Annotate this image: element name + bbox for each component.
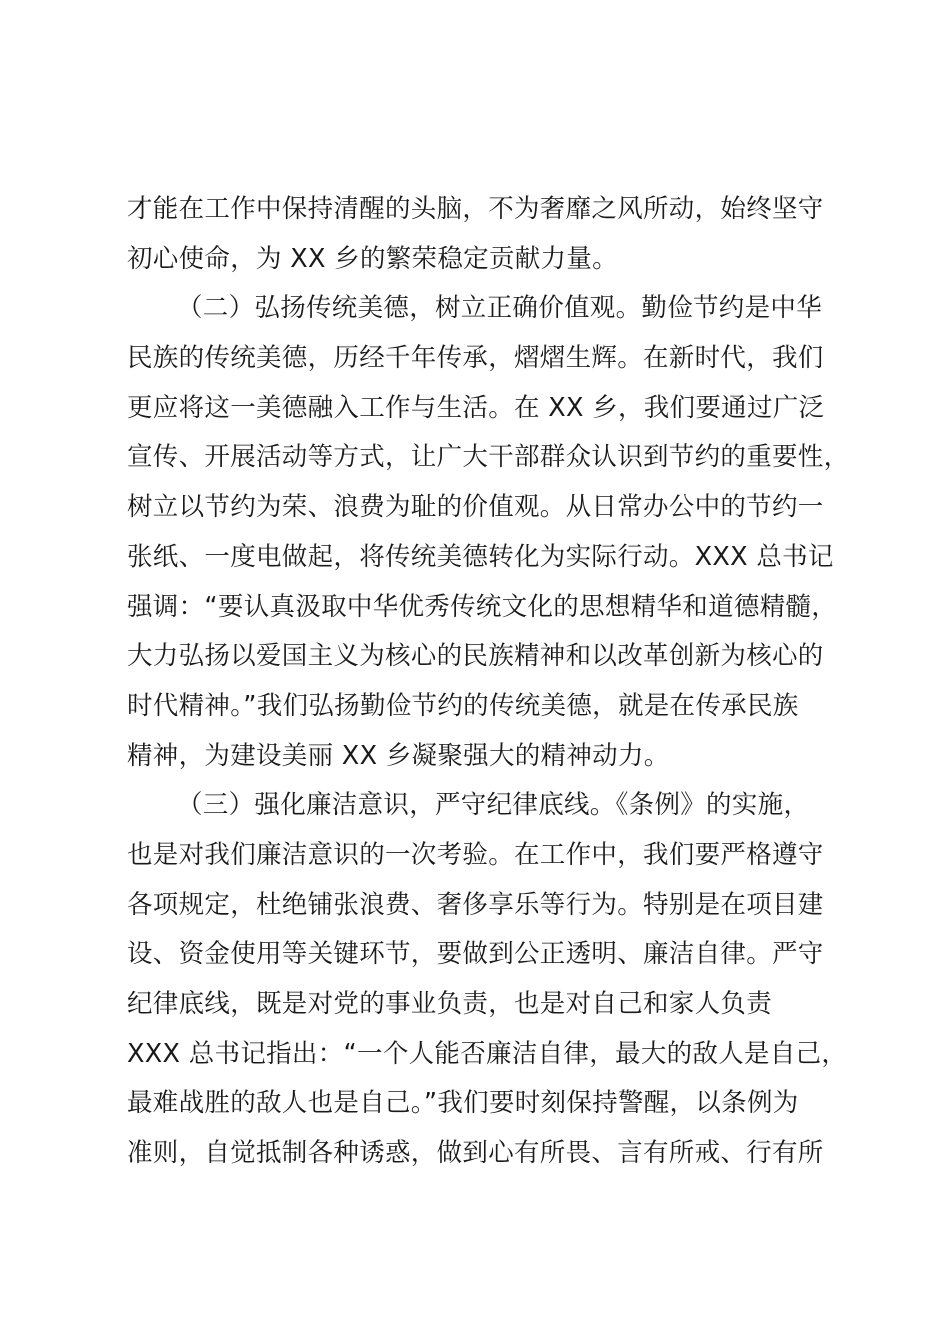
text-line: 强调：“要认真汲取中华优秀传统文化的思想精华和道德精髓，	[127, 591, 838, 622]
text-line: 准则，自觉抵制各种诱惑，做到心有所畏、言有所戒、行有所	[127, 1138, 824, 1169]
text-line: 初心使命，为 XX 乡的繁荣稳定贡献力量。	[127, 243, 618, 274]
text-line: 精神，为建设美丽 XX 乡凝聚强大的精神动力。	[127, 740, 670, 771]
section-heading-line: （三）强化廉洁意识，严守纪律底线。《条例》的实施，	[177, 790, 810, 821]
text-line: 最难战胜的敌人也是自己。”我们要时刻保持警醒，以条例为	[127, 1088, 799, 1119]
text-line: 树立以节约为荣、浪费为耻的价值观。从日常办公中的节约一	[127, 492, 824, 523]
text-line: 各项规定，杜绝铺张浪费、奢侈享乐等行为。特别是在项目建	[127, 889, 824, 920]
text-line: 更应将这一美德融入工作与生活。在 XX 乡，我们要通过广泛	[127, 392, 825, 423]
text-line: 大力弘扬以爱国主义为核心的民族精神和以改革创新为核心的	[127, 641, 824, 672]
text-line: 时代精神。”我们弘扬勤俭节约的传统美德，就是在传承民族	[127, 690, 799, 721]
text-line: 张纸、一度电做起，将传统美德转化为实际行动。XXX 总书记	[127, 541, 834, 572]
text-line: 民族的传统美德，历经千年传承，熠熠生辉。在新时代，我们	[127, 343, 824, 374]
text-line: 也是对我们廉洁意识的一次考验。在工作中，我们要严格遵守	[127, 839, 824, 870]
text-line: XXX 总书记指出：“一个人能否廉洁自律，最大的敌人是自己，	[127, 1038, 848, 1069]
document-body	[127, 185, 867, 1179]
text-line: 宣传、开展活动等方式，让广大干部群众认识到节约的重要性，	[127, 442, 850, 473]
text-line: 纪律底线，既是对党的事业负责，也是对自己和家人负责	[127, 989, 773, 1019]
text-line: 设、资金使用等关键环节，要做到公正透明、廉洁自律。严守	[127, 939, 824, 970]
text-line: 才能在工作中保持清醒的头脑，不为奢靡之风所动，始终坚守	[127, 194, 824, 224]
section-heading-line: （二）弘扬传统美德，树立正确价值观。勤俭节约是中华	[177, 293, 823, 324]
